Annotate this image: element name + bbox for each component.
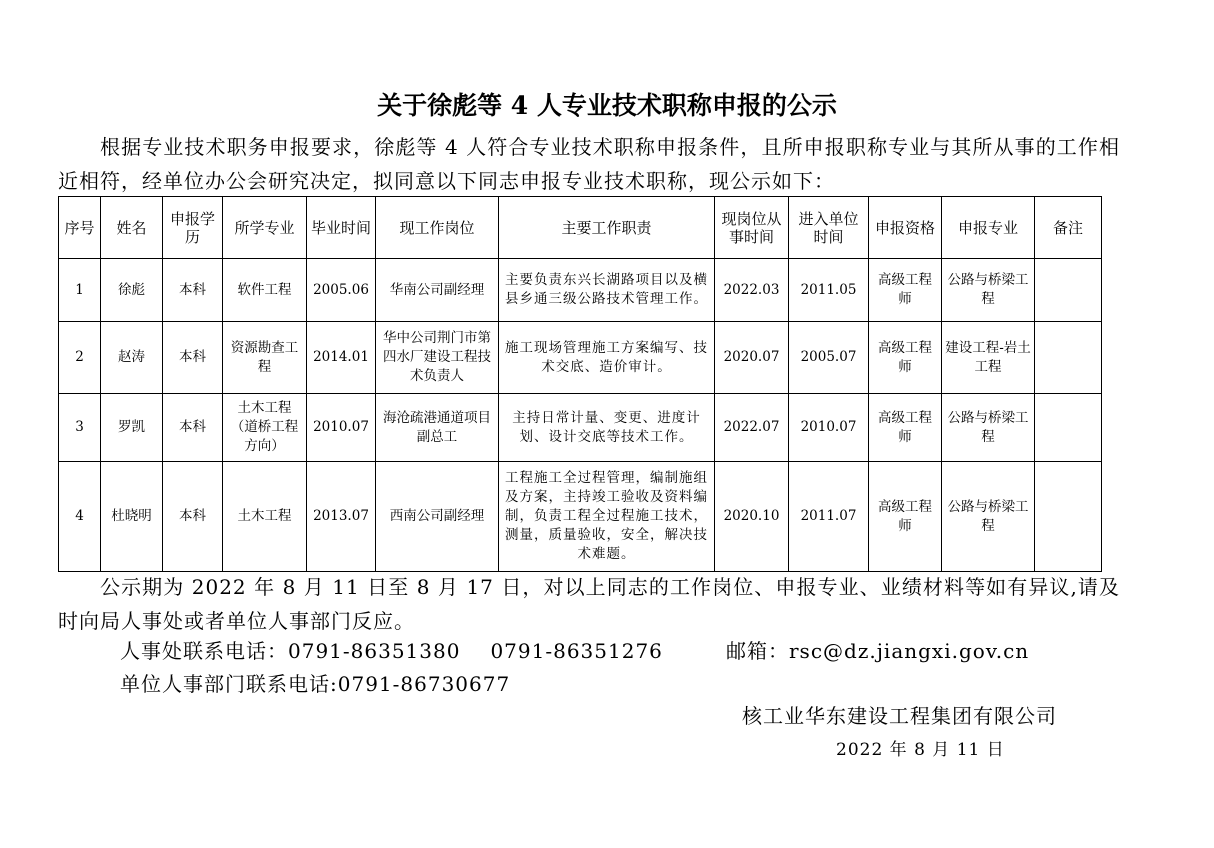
cell-major: 资源勘查工程	[223, 322, 307, 394]
table-row	[59, 259, 1102, 322]
cell-name: 罗凯	[101, 394, 163, 462]
cell-join: 2011.07	[789, 462, 869, 572]
table-row	[59, 462, 1102, 572]
unit-phone: 0791-86730677	[337, 672, 511, 696]
header-post: 现工作岗位	[376, 197, 499, 259]
notice-paragraph: 公示期为 2022 年 8 月 11 日至 8 月 17 日，对以上同志的工作岗位、申报专业、业绩材料等如有异议,请及时向局人事处或者单位人事部门反应。	[58, 575, 1120, 633]
unit-phone-label: 单位人事部门联系电话:	[120, 672, 338, 696]
cell-note	[1035, 259, 1102, 322]
cell-edu: 本科	[163, 322, 223, 394]
cell-post: 华中公司荆门市第四水厂建设工程技术负责人	[376, 322, 499, 394]
cell-post-since: 2022.03	[715, 259, 789, 322]
cell-note	[1035, 462, 1102, 572]
cell-grad: 2014.01	[307, 322, 376, 394]
email-line	[726, 637, 1029, 665]
cell-spec: 公路与桥梁工程	[942, 259, 1035, 322]
cell-seq: 2	[59, 322, 101, 394]
cell-duty: 主要负责东兴长湖路项目以及横县乡通三级公路技术管理工作。	[499, 259, 715, 322]
header-edu: 申报学历	[163, 197, 223, 259]
cell-level: 高级工程师	[869, 394, 942, 462]
header-grad: 毕业时间	[307, 197, 376, 259]
cell-post: 华南公司副经理	[376, 259, 499, 322]
signature-company: 核工业华东建设工程集团有限公司	[742, 704, 1057, 728]
cell-join: 2011.05	[789, 259, 869, 322]
cell-grad: 2013.07	[307, 462, 376, 572]
cell-post-since: 2022.07	[715, 394, 789, 462]
email-address: rsc@dz.jiangxi.gov.cn	[789, 639, 1030, 663]
cell-duty: 工程施工全过程管理，编制施组及方案，主持竣工验收及资料编制，负责工程全过程施工技术，测量，质量验收，安全，解决技术难题。	[499, 462, 715, 572]
page-title: 关于徐彪等 4 人专业技术职称申报的公示	[377, 91, 837, 120]
cell-name: 杜晓明	[101, 462, 163, 572]
cell-join: 2010.07	[789, 394, 869, 462]
header-note: 备注	[1035, 197, 1102, 259]
hr-phone-1: 0791-86351380	[288, 639, 461, 663]
cell-duty: 施工现场管理施工方案编写、技术交底、造价审计。	[499, 322, 715, 394]
cell-seq: 3	[59, 394, 101, 462]
hr-contact-line	[120, 637, 663, 665]
table-row	[59, 322, 1102, 394]
cell-grad: 2010.07	[307, 394, 376, 462]
cell-major: 土木工程（道桥工程方向）	[223, 394, 307, 462]
table-row	[59, 394, 1102, 462]
hr-phone-2: 0791-86351276	[490, 639, 663, 663]
header-name: 姓名	[101, 197, 163, 259]
cell-edu: 本科	[163, 394, 223, 462]
cell-major: 土木工程	[223, 462, 307, 572]
cell-name: 徐彪	[101, 259, 163, 322]
cell-level: 高级工程师	[869, 322, 942, 394]
cell-grad: 2005.06	[307, 259, 376, 322]
cell-spec: 建设工程-岩土工程	[942, 322, 1035, 394]
hr-phone-label: 人事处联系电话：	[120, 639, 288, 663]
header-duty: 主要工作职责	[499, 197, 715, 259]
header-post-since: 现岗位从事时间	[715, 197, 789, 259]
cell-seq: 1	[59, 259, 101, 322]
cell-post-since: 2020.10	[715, 462, 789, 572]
cell-note	[1035, 394, 1102, 462]
header-seq: 序号	[59, 197, 101, 259]
cell-name: 赵涛	[101, 322, 163, 394]
applicant-table	[58, 196, 1102, 572]
cell-post: 西南公司副经理	[376, 462, 499, 572]
header-major: 所学专业	[223, 197, 307, 259]
cell-edu: 本科	[163, 462, 223, 572]
cell-note	[1035, 322, 1102, 394]
header-level: 申报资格	[869, 197, 942, 259]
cell-level: 高级工程师	[869, 259, 942, 322]
cell-seq: 4	[59, 462, 101, 572]
cell-post-since: 2020.07	[715, 322, 789, 394]
header-join: 进入单位时间	[789, 197, 869, 259]
email-label: 邮箱：	[726, 639, 789, 663]
unit-contact-line	[120, 670, 510, 698]
cell-spec: 公路与桥梁工程	[942, 394, 1035, 462]
signature-date: 2022 年 8 月 11 日	[836, 740, 1005, 760]
cell-join: 2005.07	[789, 322, 869, 394]
cell-spec: 公路与桥梁工程	[942, 462, 1035, 572]
cell-edu: 本科	[163, 259, 223, 322]
intro-paragraph: 根据专业技术职务申报要求，徐彪等 4 人符合专业技术职称申报条件，且所申报职称专业与其所从事的工作相近相符，经单位办公会研究决定，拟同意以下同志申报专业技术职称，现公示如下：	[58, 135, 1120, 193]
cell-post: 海沧疏港通道项目副总工	[376, 394, 499, 462]
cell-level: 高级工程师	[869, 462, 942, 572]
table-header-row	[59, 197, 1102, 259]
cell-duty: 主持日常计量、变更、进度计划、设计交底等技术工作。	[499, 394, 715, 462]
header-spec: 申报专业	[942, 197, 1035, 259]
cell-major: 软件工程	[223, 259, 307, 322]
